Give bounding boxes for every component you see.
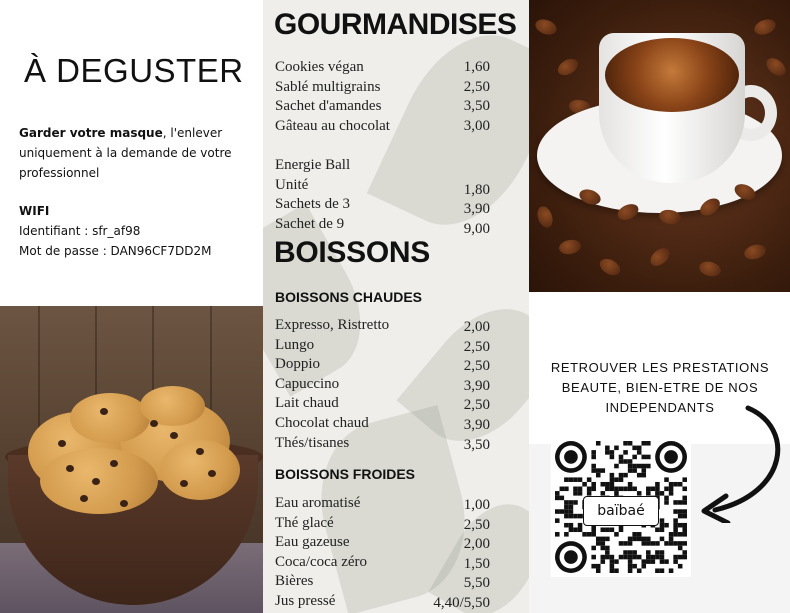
menu-item-price: 3,90 <box>463 377 490 394</box>
boissons-title: BOISSONS <box>274 236 430 269</box>
menu-item-name: Sachet de 9 <box>275 215 345 232</box>
menu-item-name: Chocolat chaud <box>275 415 369 431</box>
mask-notice-bold: Garder votre masque <box>19 126 163 140</box>
menu-item-price: 2,50 <box>463 338 490 355</box>
cookie <box>70 393 150 443</box>
coffee-surface <box>605 38 739 112</box>
menu-item-price: 1,80 <box>463 181 490 198</box>
menu-item-name: Sachets de 3 <box>275 196 350 213</box>
coffee-photo <box>529 0 790 292</box>
menu-item <box>275 215 518 235</box>
menu-item-price: 2,00 <box>463 319 490 335</box>
menu-item <box>275 58 518 78</box>
menu-item <box>275 494 518 514</box>
wifi-identifier: Identifiant : sfr_af98 <box>19 224 141 238</box>
promo-text: RETROUVER LES PRESTATIONS BEAUTE, BIEN-ETRE DE NOS INDEPENDANTS <box>550 360 770 415</box>
menu-item-name: Thé glacé <box>275 514 334 531</box>
menu-item-price: 2,00 <box>463 536 490 553</box>
menu-item-name: Thés/tisanes <box>275 434 350 451</box>
menu-item <box>275 375 518 395</box>
menu-item-name: Gâteau au chocolat <box>275 117 390 134</box>
menu-item-price: 3,90 <box>463 417 490 433</box>
menu-item <box>275 336 518 356</box>
menu-item-name: Coca/coca zéro <box>275 553 368 570</box>
wifi-title: WIFI <box>19 204 50 218</box>
menu-item-name: Sachet d'amandes <box>275 98 382 115</box>
menu-item <box>275 195 518 218</box>
menu-item-price: 1,60 <box>463 59 490 75</box>
menu-item-name: Doppio <box>275 356 320 373</box>
menu-panel <box>263 0 529 613</box>
cookie <box>140 386 205 426</box>
menu-item-price: 3,50 <box>463 436 490 453</box>
menu-item <box>275 533 518 553</box>
menu-item <box>275 176 518 196</box>
menu-item-name: Eau aromatisé <box>275 495 361 511</box>
menu-item <box>275 78 518 98</box>
gourmandises-title: GOURMANDISES <box>274 8 517 41</box>
menu-item-price: 1,50 <box>463 555 490 572</box>
menu-item <box>275 394 518 414</box>
menu-item <box>275 514 518 534</box>
menu-item-name: Jus pressé <box>275 593 336 609</box>
menu-item <box>275 414 518 434</box>
wifi-password: Mot de passe : DAN96CF7DD2M <box>19 244 212 258</box>
menu-item-name: Lait chaud <box>275 395 339 412</box>
menu-item-name: Sablé multigrains <box>275 78 381 95</box>
menu-item <box>275 553 518 573</box>
menu-item-price: 3,00 <box>463 117 490 134</box>
boissons-chaudes-title: BOISSONS CHAUDES <box>275 289 423 305</box>
menu-item-name: Cookies végan <box>275 59 364 75</box>
menu-item-name: Bières <box>275 573 314 590</box>
menu-item <box>275 572 518 592</box>
menu-item-name: Unité <box>275 176 309 193</box>
menu-item <box>275 97 518 117</box>
menu-item-price: 3,90 <box>463 201 490 218</box>
menu-item-price: 2,50 <box>463 397 490 414</box>
menu-item-price: 9,00 <box>463 220 490 237</box>
mask-notice <box>19 123 255 183</box>
menu-item-name: Expresso, Ristretto <box>275 317 390 333</box>
boissons-froides-title: BOISSONS FROIDES <box>275 466 416 482</box>
menu-item-name: Energie Ball <box>275 157 351 173</box>
menu-item-price: 2,50 <box>463 516 490 533</box>
menu-item <box>275 434 518 454</box>
page-title: À DEGUSTER <box>24 52 244 89</box>
menu-item <box>275 316 518 336</box>
menu-item-price: 2,50 <box>463 358 490 375</box>
wifi-info <box>19 201 211 261</box>
menu-item-name: Eau gazeuse <box>275 534 350 551</box>
menu-item <box>275 355 518 375</box>
curved-arrow-icon <box>690 398 790 523</box>
menu-item-price: 2,50 <box>463 78 490 95</box>
menu-item-name: Capuccino <box>275 375 340 392</box>
menu-item-price: 4,40/5,50 <box>433 595 490 611</box>
baibae-logo: baïbaé <box>583 496 659 526</box>
menu-item <box>275 156 518 176</box>
menu-item-name: Lungo <box>275 336 315 353</box>
menu-item-price: 1,00 <box>463 497 490 513</box>
menu-item <box>275 117 518 137</box>
mask-notice-rest: , l'enlever uniquement à la demande de votre professionnel <box>19 126 232 180</box>
menu-item-price: 3,50 <box>463 98 490 115</box>
menu-item <box>275 592 518 612</box>
menu-item-price: 5,50 <box>463 575 490 592</box>
